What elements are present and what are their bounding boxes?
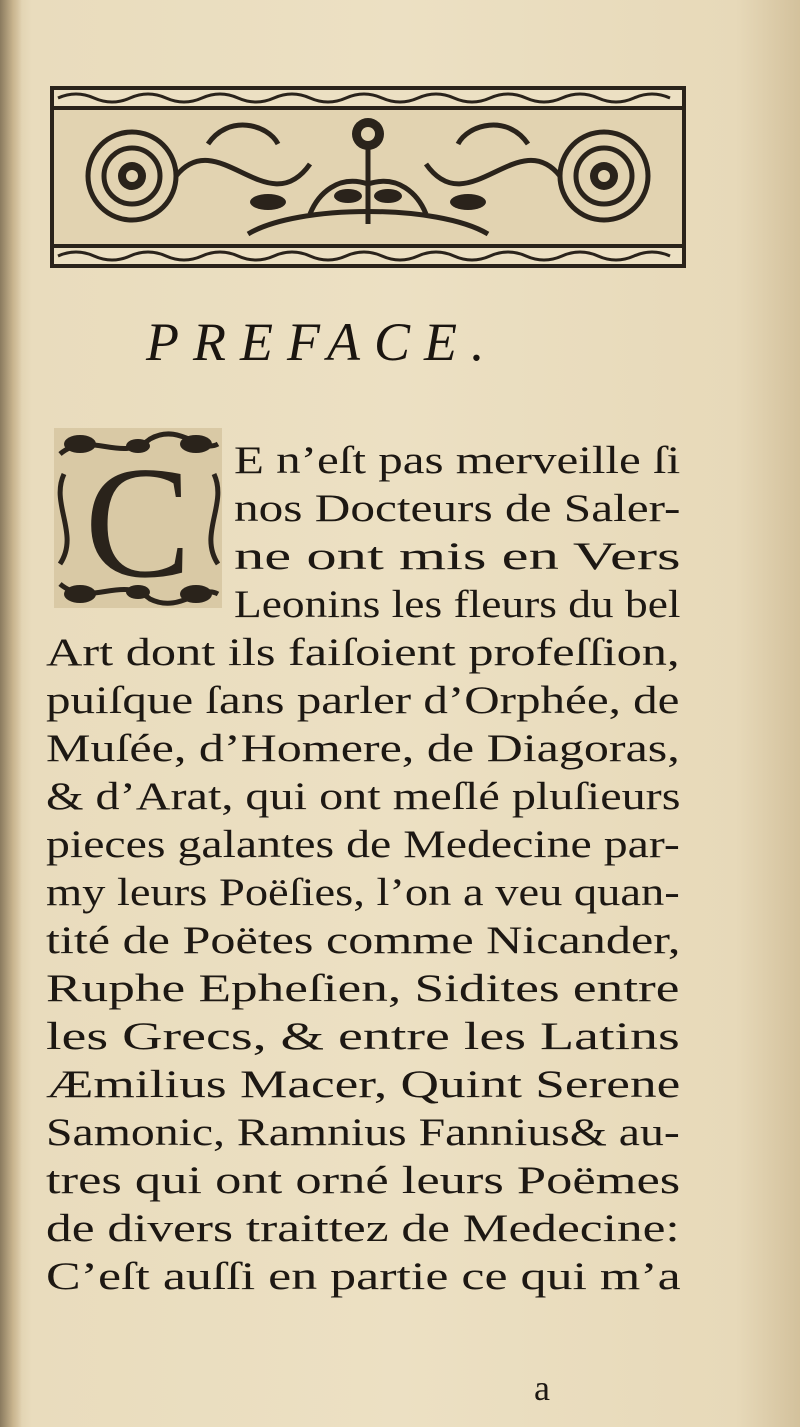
text-line: les Grecs, & entre les Latins	[46, 1015, 680, 1058]
text-line: Samonic, Ramnius Fannius& au-	[46, 1111, 680, 1154]
text-line: Art dont ils faiſoient profeſſion,	[46, 631, 680, 674]
text-line: C’eſt auſſi en partie ce qui m’a	[46, 1255, 681, 1298]
text-line: de divers traittez de Medecine:	[46, 1207, 680, 1250]
ornamental-initial	[50, 424, 226, 612]
text-line: Leonins les fleurs du bel	[234, 583, 681, 626]
catchword: a	[534, 1368, 550, 1408]
gutter-shadow	[0, 0, 22, 1427]
text-line: Ruphe Epheſien, Sidites entre	[46, 967, 680, 1010]
text-line: nos Docteurs de Saler-	[234, 487, 681, 530]
text-line: & d’Arat, qui ont meſlé pluſieurs	[46, 775, 681, 818]
page-title: PREFACE.	[146, 312, 499, 372]
text-line: puiſque ſans parler d’Orphée, de	[46, 679, 680, 722]
text-line: E n’eſt pas merveille ſi	[234, 439, 681, 482]
ornamental-headpiece	[48, 84, 688, 270]
text-line: Muſée, d’Homere, de Diagoras,	[46, 727, 680, 770]
text-line: ne ont mis en Vers	[234, 535, 681, 578]
text-line: Æmilius Macer, Quint Serene	[46, 1063, 681, 1106]
text-line: pieces galantes de Medecine par-	[46, 823, 680, 866]
drop-cap-letter: C	[84, 433, 192, 611]
text-line: tité de Poëtes comme Nicander,	[46, 919, 681, 962]
text-line: tres qui ont orné leurs Poëmes	[46, 1159, 681, 1202]
decorative-initial-frame	[50, 424, 226, 612]
text-line: my leurs Poëſies, l’on a veu quan-	[46, 871, 680, 914]
